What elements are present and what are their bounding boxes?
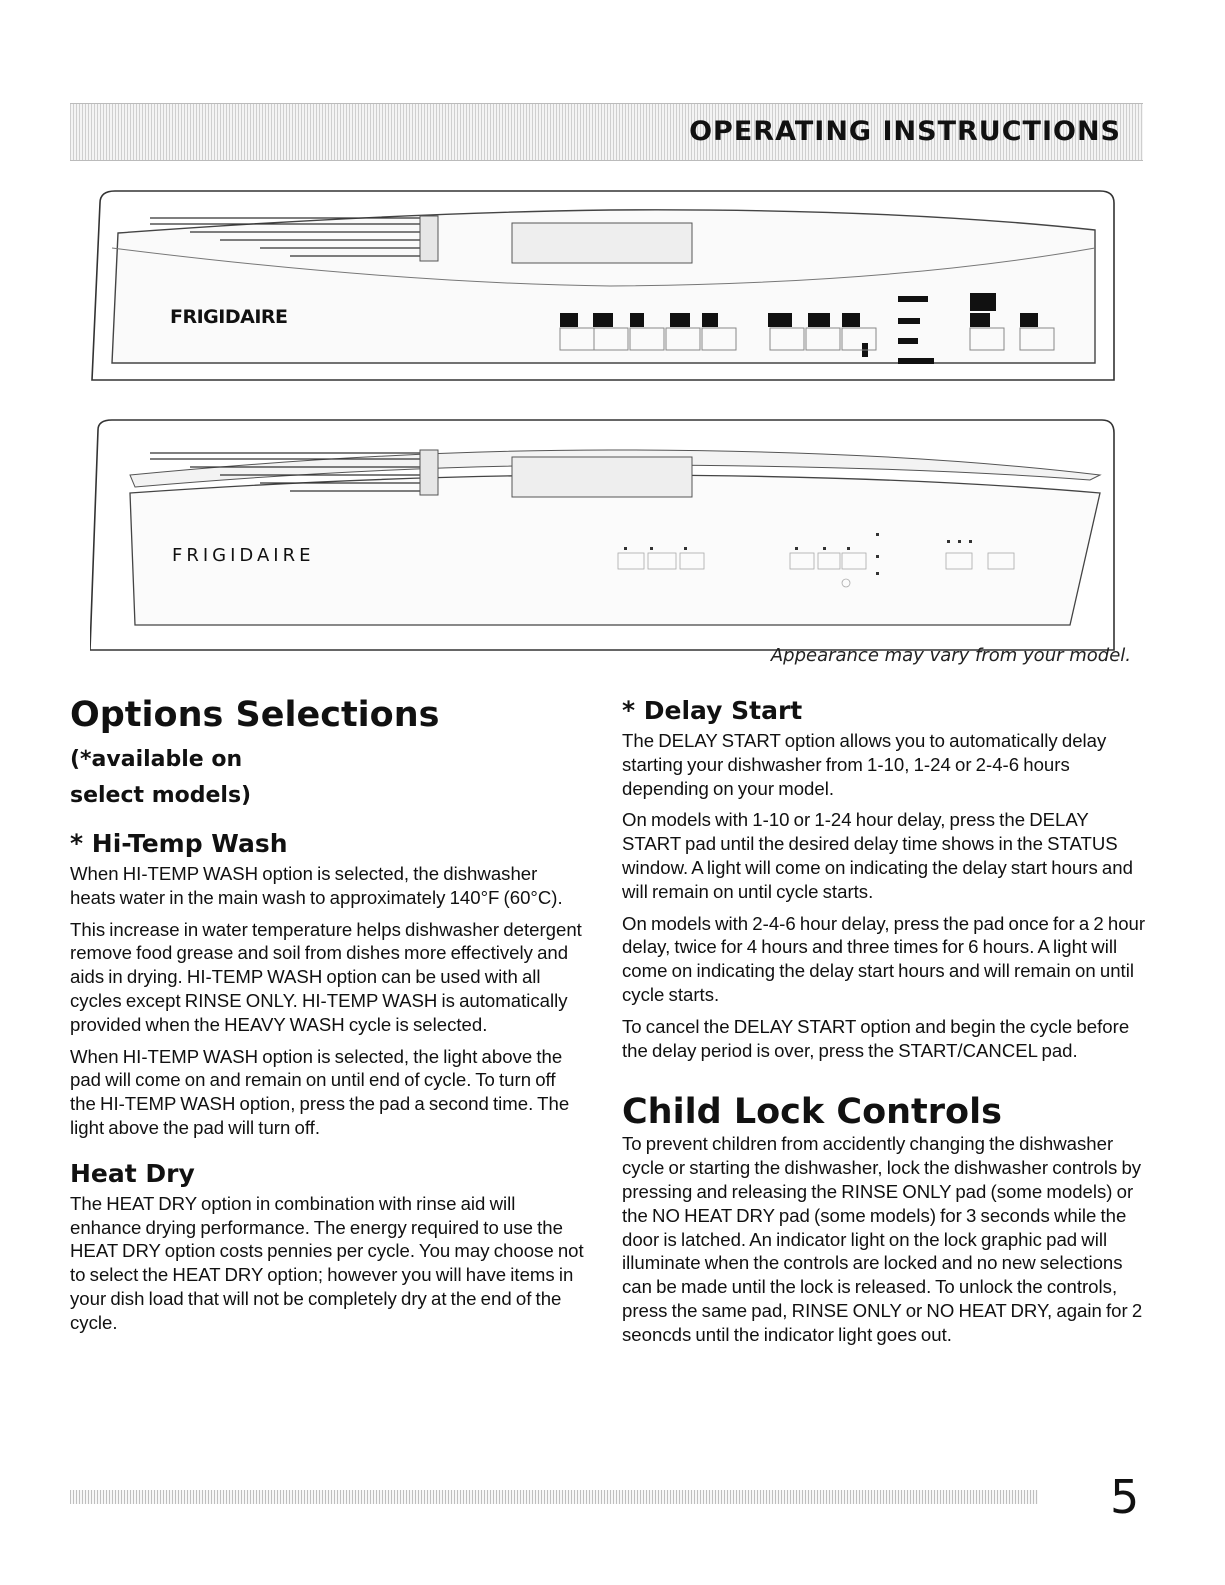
control-panel-drawing-bottom — [90, 415, 1118, 655]
delay-start-paragraph-2: On models with 1-10 or 1-24 hour delay, press the DELAY START pad until the desired delay time shows in the STATUS window. A light will come on indicating the delay start hours and will remain on until cycle starts. — [622, 809, 1133, 902]
options-selections-note: (*available on — [70, 747, 243, 772]
footer-rule — [70, 1490, 1038, 1504]
left-column — [70, 695, 585, 1343]
hi-temp-wash-paragraph-2: This increase in water temperature helps dishwasher detergent remove food grease and soil from dishes more effectively and aids in drying. HI-TEMP WASH option can be used with all cycles except RINSE ONLY. HI-TEMP WASH is automatically provided when the HEAVY WASH cycle is selected. — [70, 918, 582, 1035]
delay-start-paragraph-3: On models with 2-4-6 hour delay, press the pad once for a 2 hour delay, twice for 4 hours and three times for 6 hours. A light will come on indicating the delay start hours and will remain on until cycle starts. — [622, 912, 1146, 1005]
section-title: OPERATING INSTRUCTIONS — [689, 116, 1121, 147]
child-lock-heading: Child Lock Controls — [622, 1092, 1002, 1133]
options-selections-title: Options Selections — [70, 695, 440, 735]
heat-dry-heading: Heat Dry — [70, 1158, 195, 1188]
brand-logo-top: FRIGIDAIRE — [170, 306, 288, 328]
control-panel-illustration-bottom — [90, 415, 1118, 655]
options-selections-note-cont: select models) — [70, 783, 252, 808]
child-lock-paragraph-1: To prevent children from accidently changing the dishwasher cycle or starting the dishwasher, lock the dishwasher controls by pressing and releasing the RINSE ONLY pad (some models) or the NO HEAT DRY pad (some models) for 3 seconds while the door is latched. An indicator light on the lock graphic pad will illuminate when the controls are locked and no new selections can be made until the lock is released. To unlock the controls, press the same pad, RINSE ONLY or NO HEAT DRY, again for 2 seoncds until the indicator light goes out. — [622, 1133, 1143, 1345]
hi-temp-wash-paragraph-3: When HI-TEMP WASH option is selected, the light above the pad will come on and remain on until end of cycle. To turn off the HI-TEMP WASH option, press the pad a second time. The light above the pad will turn off. — [70, 1045, 570, 1138]
delay-start-paragraph-1: The DELAY START option allows you to automatically delay starting your dishwasher from 1-10, 1-24 or 2-4-6 hours depending on your model. — [622, 730, 1107, 799]
hi-temp-wash-heading: * Hi-Temp Wash — [70, 829, 288, 858]
right-column — [622, 695, 1147, 1355]
brand-logo-bottom: FRIGIDAIRE — [172, 545, 315, 566]
delay-start-heading: * Delay Start — [622, 696, 803, 725]
heat-dry-paragraph-1: The HEAT DRY option in combination with rinse aid will enhance drying performance. The energy required to use the HEAT DRY option costs pennies per cycle. You may choose not to select the HEAT DRY option; however you will have items in your dish load that will not be completely dry at the end of the cycle. — [70, 1192, 584, 1333]
page-number: 5 — [1110, 1470, 1140, 1524]
delay-start-paragraph-4: To cancel the DELAY START option and begin the cycle before the delay period is over, press the START/CANCEL pad. — [622, 1015, 1130, 1061]
control-panel-drawing-top — [90, 188, 1118, 393]
options-selections-heading — [70, 695, 585, 780]
control-panel-illustration-top — [90, 188, 1118, 393]
section-banner — [70, 103, 1143, 161]
illustration-caption: Appearance may vary from your model. — [770, 645, 1131, 666]
hi-temp-wash-paragraph-1: When HI-TEMP WASH option is selected, the dishwasher heats water in the main wash to approximately 140°F (60°C). — [70, 863, 563, 908]
